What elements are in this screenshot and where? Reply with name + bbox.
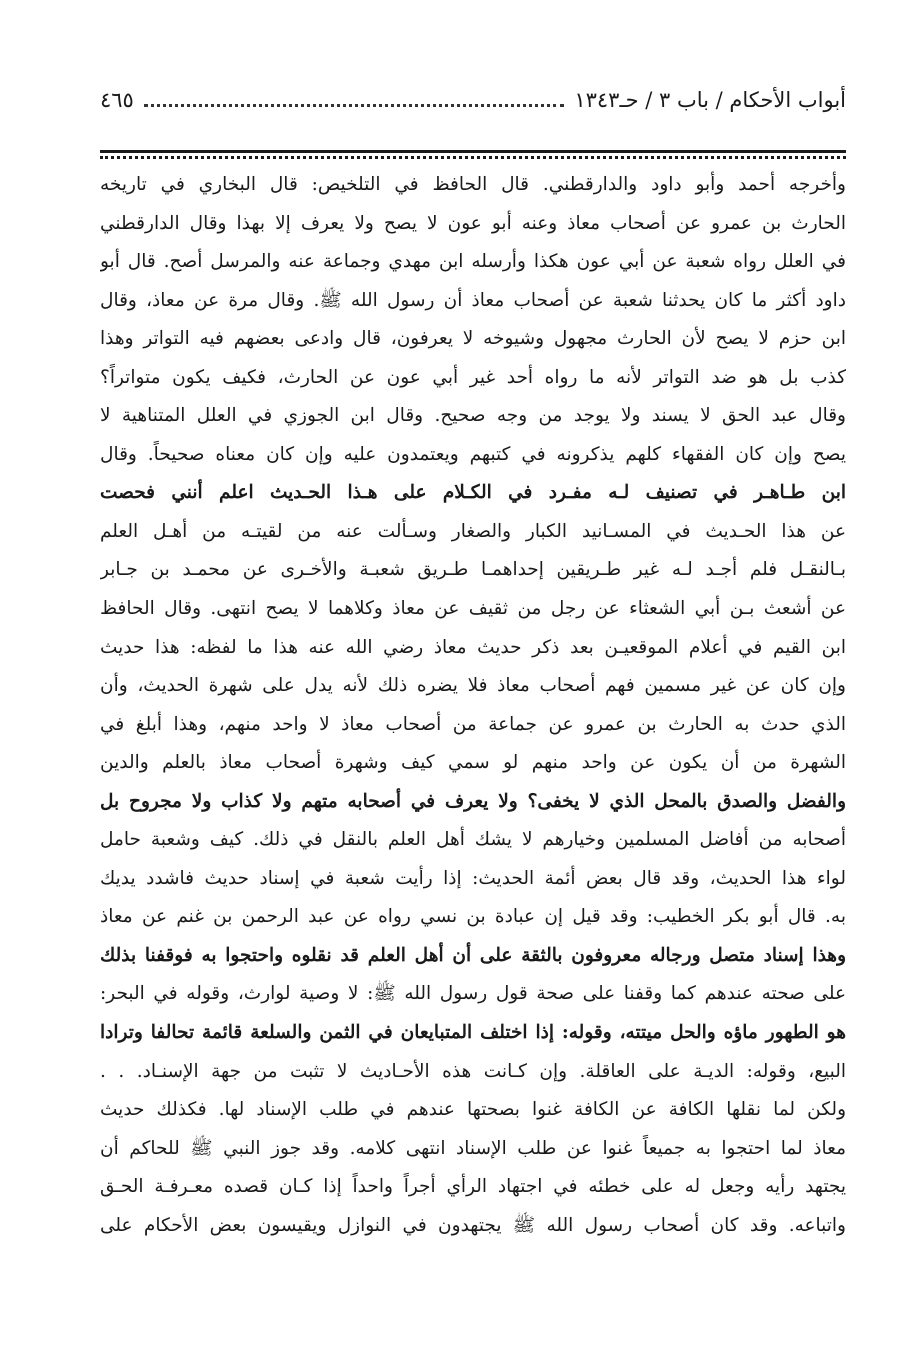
text-line: ابن حزم لا يصح لأن الحارث مجهول وشيوخه لا يعرفون، قال وادعى بعضهم فيه التواتر وهذا xyxy=(100,328,846,350)
text-line: أصحابه من أفاضل المسلمين وخيارهم لا يشك أهل العلم بالنقل في ذلك. كيف وشعبة حامل xyxy=(100,829,846,851)
text-line: بـالنقـل فلم أجـد لـه غير طـريقين إحداهمـا طـريق شعبـة والأخـرى عن محمـد بن جـابر xyxy=(100,559,846,581)
header-title: أبواب الأحكام / باب ٣ / حـ١٣٤٣ xyxy=(574,88,846,112)
page-number: ٤٦٥ xyxy=(100,88,134,112)
text-line: يجتهد رأيه وجعل له على خطئه في اجتهاد الرأي أجراً واحداً إذا كـان قصده معـرفـة الحـق xyxy=(100,1176,846,1198)
text-line: عن أشعث بـن أبي الشعثاء عن رجل من ثقيف عن معاذ وكلاهما لا يصح انتهى. وقال الحافظ xyxy=(100,598,846,620)
header-rule-solid xyxy=(100,150,846,153)
text-line: في العلل رواه شعبة عن أبي عون هكذا وأرسله ابن مهدي وجماعة عنه والمرسل أصح. قال أبو xyxy=(100,251,846,273)
text-line: ولكن لما نقلها الكافة عن الكافة غنوا بصحتها عندهم في طلب الإسناد لها. فكذلك حديث xyxy=(100,1099,846,1121)
text-line: وأخرجه أحمد وأبو داود والدارقطني. قال الحافظ في التلخيص: قال البخاري في تاريخه xyxy=(100,174,846,195)
text-line: وقال عبد الحق لا يسند ولا يوجد من وجه صحيح. وقال ابن الجوزي في العلل المتناهية لا xyxy=(100,405,846,427)
text-line: الشهرة من أن يكون عن واحد منهم لو سمي كيف وشهرة أصحاب معاذ بالعلم والدين xyxy=(100,752,846,774)
text-line: ابن طـاهـر في تصنيف لـه مفـرد في الكـلام على هـذا الحـديث اعلم أنني فحصت xyxy=(100,482,846,504)
text-line: داود أكثر ما كان يحدثنا شعبة عن أصحاب معاذ أن رسول الله ﷺ. وقال مرة عن معاذ، وقال xyxy=(100,289,846,311)
text-line: وهذا إسناد متصل ورجاله معروفون بالثقة على أن أهل العلم قد نقلوه واحتجوا به فوقفنا بذلك xyxy=(100,944,846,966)
text-line: هو الطهور ماؤه والحل ميتته، وقوله: إذا اختلف المتبايعان في الثمن والسلعة قائمة تحالفا وترادا xyxy=(100,1022,846,1044)
text-line: لواء هذا الحديث، وقد قال بعض أئمة الحديث: إذا رأيت شعبة في إسناد حديث فاشدد يديك xyxy=(100,867,846,889)
text-line: والفضل والصدق بالمحل الذي لا يخفى؟ ولا يعرف في أصحابه متهم ولا كذاب ولا مجروح بل xyxy=(100,790,846,812)
text-line: وإن كان عن غير مسمين فهم أصحاب معاذ فلا يضره ذلك لأنه يدل على شهرة الحديث، وأن xyxy=(100,675,846,697)
text-line: البيع، وقوله: الديـة على العاقلة. وإن كـانت هذه الأحـاديث لا تثبت من جهة الإسنـاد. . . xyxy=(100,1060,846,1082)
text-line: به. قال أبو بكر الخطيب: وقد قيل إن عبادة بن نسي رواه عن عبد الرحمن بن غنم عن معاذ xyxy=(100,906,846,928)
text-line: عن هذا الحـديث في المسـانيد الكبار والصغار وسـألت عنه من لقيتـه من أهـل العلم xyxy=(100,520,846,542)
header-rule-dotted xyxy=(100,156,846,159)
header-dot-leader xyxy=(144,104,564,107)
running-header xyxy=(100,82,846,118)
text-line: على صحته عندهم كما وقفنا على صحة قول رسول الله ﷺ: لا وصية لوارث، وقوله في البحر: xyxy=(100,983,846,1005)
text-line: كذب بل هو ضد التواتر لأنه ما رواه أحد غير أبي عون عن الحارث، فكيف يكون متواتراً؟ xyxy=(100,366,846,388)
commentary-text xyxy=(100,166,846,1245)
text-line: الذي حدث به الحارث بن عمرو عن جماعة من أصحاب معاذ لا واحد منهم، وهذا أبلغ في xyxy=(100,713,846,735)
text-line: الحارث بن عمرو عن أصحاب معاذ وعنه أبو عون لا يصح ولا يعرف إلا بهذا وقال الدارقطني xyxy=(100,212,846,234)
text-line: واتباعه. وقد كان أصحاب رسول الله ﷺ يجتهدون في النوازل ويقيسون بعض الأحكام على xyxy=(100,1214,846,1236)
text-line: يصح وإن كان الفقهاء كلهم يذكرونه في كتبهم ويعتمدون عليه وإن كان معناه صحيحاً. وقال xyxy=(100,443,846,465)
text-line: معاذ لما احتجوا به جميعاً غنوا عن طلب الإسناد انتهى كلامه. وقد جوز النبي ﷺ للحاكم أن xyxy=(100,1137,846,1159)
text-line: ابن القيم في أعلام الموقعيـن بعد ذكر حديث معاذ رضي الله عنه هذا ما لفظه: هذا حديث xyxy=(100,636,846,658)
